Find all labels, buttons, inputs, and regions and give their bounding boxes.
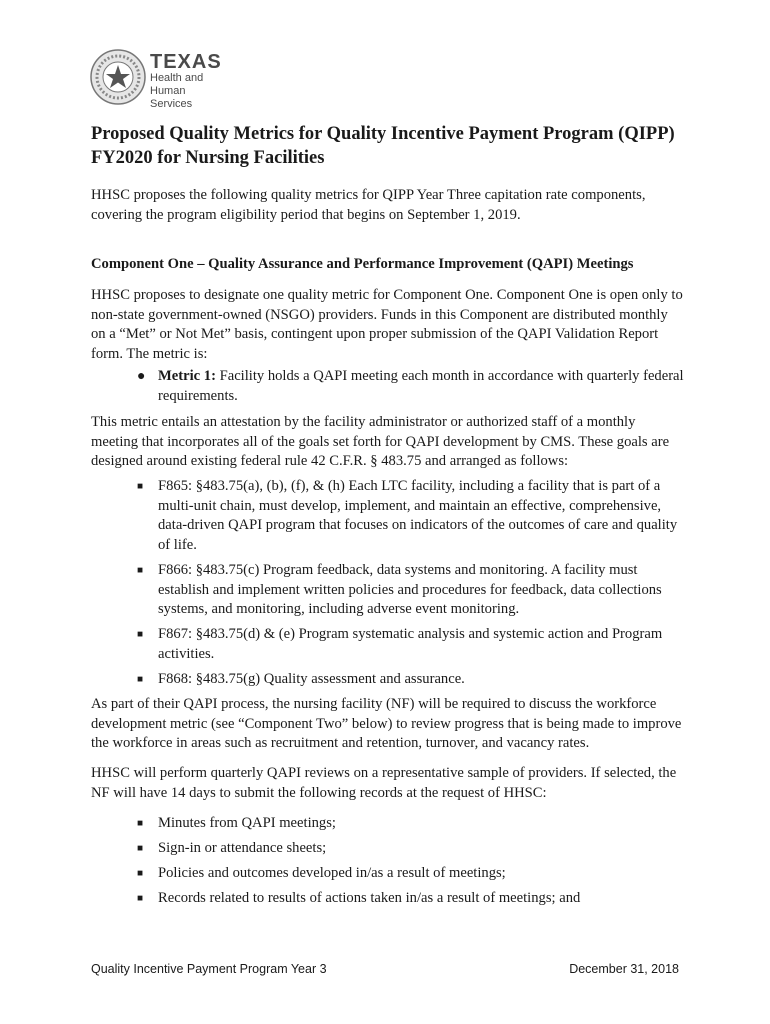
component-one-paragraph: HHSC proposes to designate one quality metric for Component One. Component One is open only to non-state government-owned (NSGO) providers. Funds in this Component are distributed monthly on a “Met” or Not Met” basis, contingent upon proper submission of the QAPI Validation Report form. The metric is: xyxy=(91,287,683,362)
logo-hhs-line2: Services xyxy=(150,98,193,110)
square-bullet-icon: ■ xyxy=(137,868,144,879)
federal-item xyxy=(137,477,685,555)
footer-date: December 31, 2018 xyxy=(569,962,679,976)
footer-title: Quality Incentive Payment Program Year 3 xyxy=(91,962,327,976)
square-bullet-icon: ■ xyxy=(137,674,144,685)
federal-item-text: F868: §483.75(g) Quality assessment and assurance. xyxy=(158,671,465,687)
workforce-paragraph: As part of their QAPI process, the nursing facility (NF) will be required to discuss the workforce development metric (see “Component Two” below) to review progress that is being made to improve the workforce in areas such as recruitment and retention, turnover, and vacancy rates. xyxy=(91,696,682,751)
square-bullet-icon: ■ xyxy=(137,565,144,576)
logo-hhs-line1: Health and Human xyxy=(150,72,204,97)
metric-1-text: Facility holds a QAPI meeting each month in accordance with quarterly federal requirements. xyxy=(158,368,684,404)
record-item-text: Policies and outcomes developed in/as a result of meetings; xyxy=(158,865,506,881)
federal-item-text: F866: §483.75(c) Program feedback, data systems and monitoring. A facility must establish and implement written policies and procedures for feedback, data collections systems, and monitoring, including adverse event monitoring. xyxy=(158,562,662,617)
record-item xyxy=(137,889,685,909)
logo-texas: TEXAS xyxy=(150,51,222,73)
record-item xyxy=(137,839,685,859)
bullet-dot-icon: ● xyxy=(137,369,146,384)
record-item xyxy=(137,814,685,834)
square-bullet-icon: ■ xyxy=(137,818,144,829)
federal-item-text: F865: §483.75(a), (b), (f), & (h) Each LTC facility, including a facility that is part of a multi-unit chain, must develop, implement, and maintain an effective, comprehensive, data-driven QAPI program that focuses on indicators of the outcomes of care and quality of life. xyxy=(158,478,678,553)
federal-item-text: F867: §483.75(d) & (e) Program systematic analysis and systemic action and Program activities. xyxy=(158,626,663,662)
metric-1-label: Metric 1: xyxy=(158,368,216,384)
title-line-2: FY2020 for Nursing Facilities xyxy=(91,148,325,168)
component-one-heading: Component One – Quality Assurance and Performance Improvement (QAPI) Meetings xyxy=(91,256,634,272)
federal-item xyxy=(137,670,685,690)
texas-seal-icon xyxy=(90,49,146,105)
square-bullet-icon: ■ xyxy=(137,893,144,904)
hhsc-logo xyxy=(90,46,240,108)
metric-1-item xyxy=(137,367,685,406)
square-bullet-icon: ■ xyxy=(137,843,144,854)
title-line-1: Proposed Quality Metrics for Quality Incentive Payment Program (QIPP) xyxy=(91,124,675,144)
intro-paragraph: HHSC proposes the following quality metrics for QIPP Year Three capitation rate components, covering the program eligibility period that begins on September 1, 2019. xyxy=(91,187,646,223)
federal-item xyxy=(137,625,685,664)
record-item-text: Records related to results of actions taken in/as a result of meetings; and xyxy=(158,890,581,906)
attestation-paragraph: This metric entails an attestation by the facility administrator or authorized staff of a monthly meeting that incorporates all of the goals set forth for QAPI development by CMS. These goals are designed around existing federal rule 42 C.F.R. § 483.75 and arranged as follows: xyxy=(91,414,670,469)
document-title xyxy=(91,122,691,170)
federal-item xyxy=(137,561,685,620)
square-bullet-icon: ■ xyxy=(137,481,144,492)
record-item-text: Minutes from QAPI meetings; xyxy=(158,815,336,831)
square-bullet-icon: ■ xyxy=(137,629,144,640)
record-item-text: Sign-in or attendance sheets; xyxy=(158,840,327,856)
record-item xyxy=(137,864,685,884)
review-paragraph: HHSC will perform quarterly QAPI reviews on a representative sample of providers. If selected, the NF will have 14 days to submit the following records at the request of HHSC: xyxy=(91,765,677,801)
